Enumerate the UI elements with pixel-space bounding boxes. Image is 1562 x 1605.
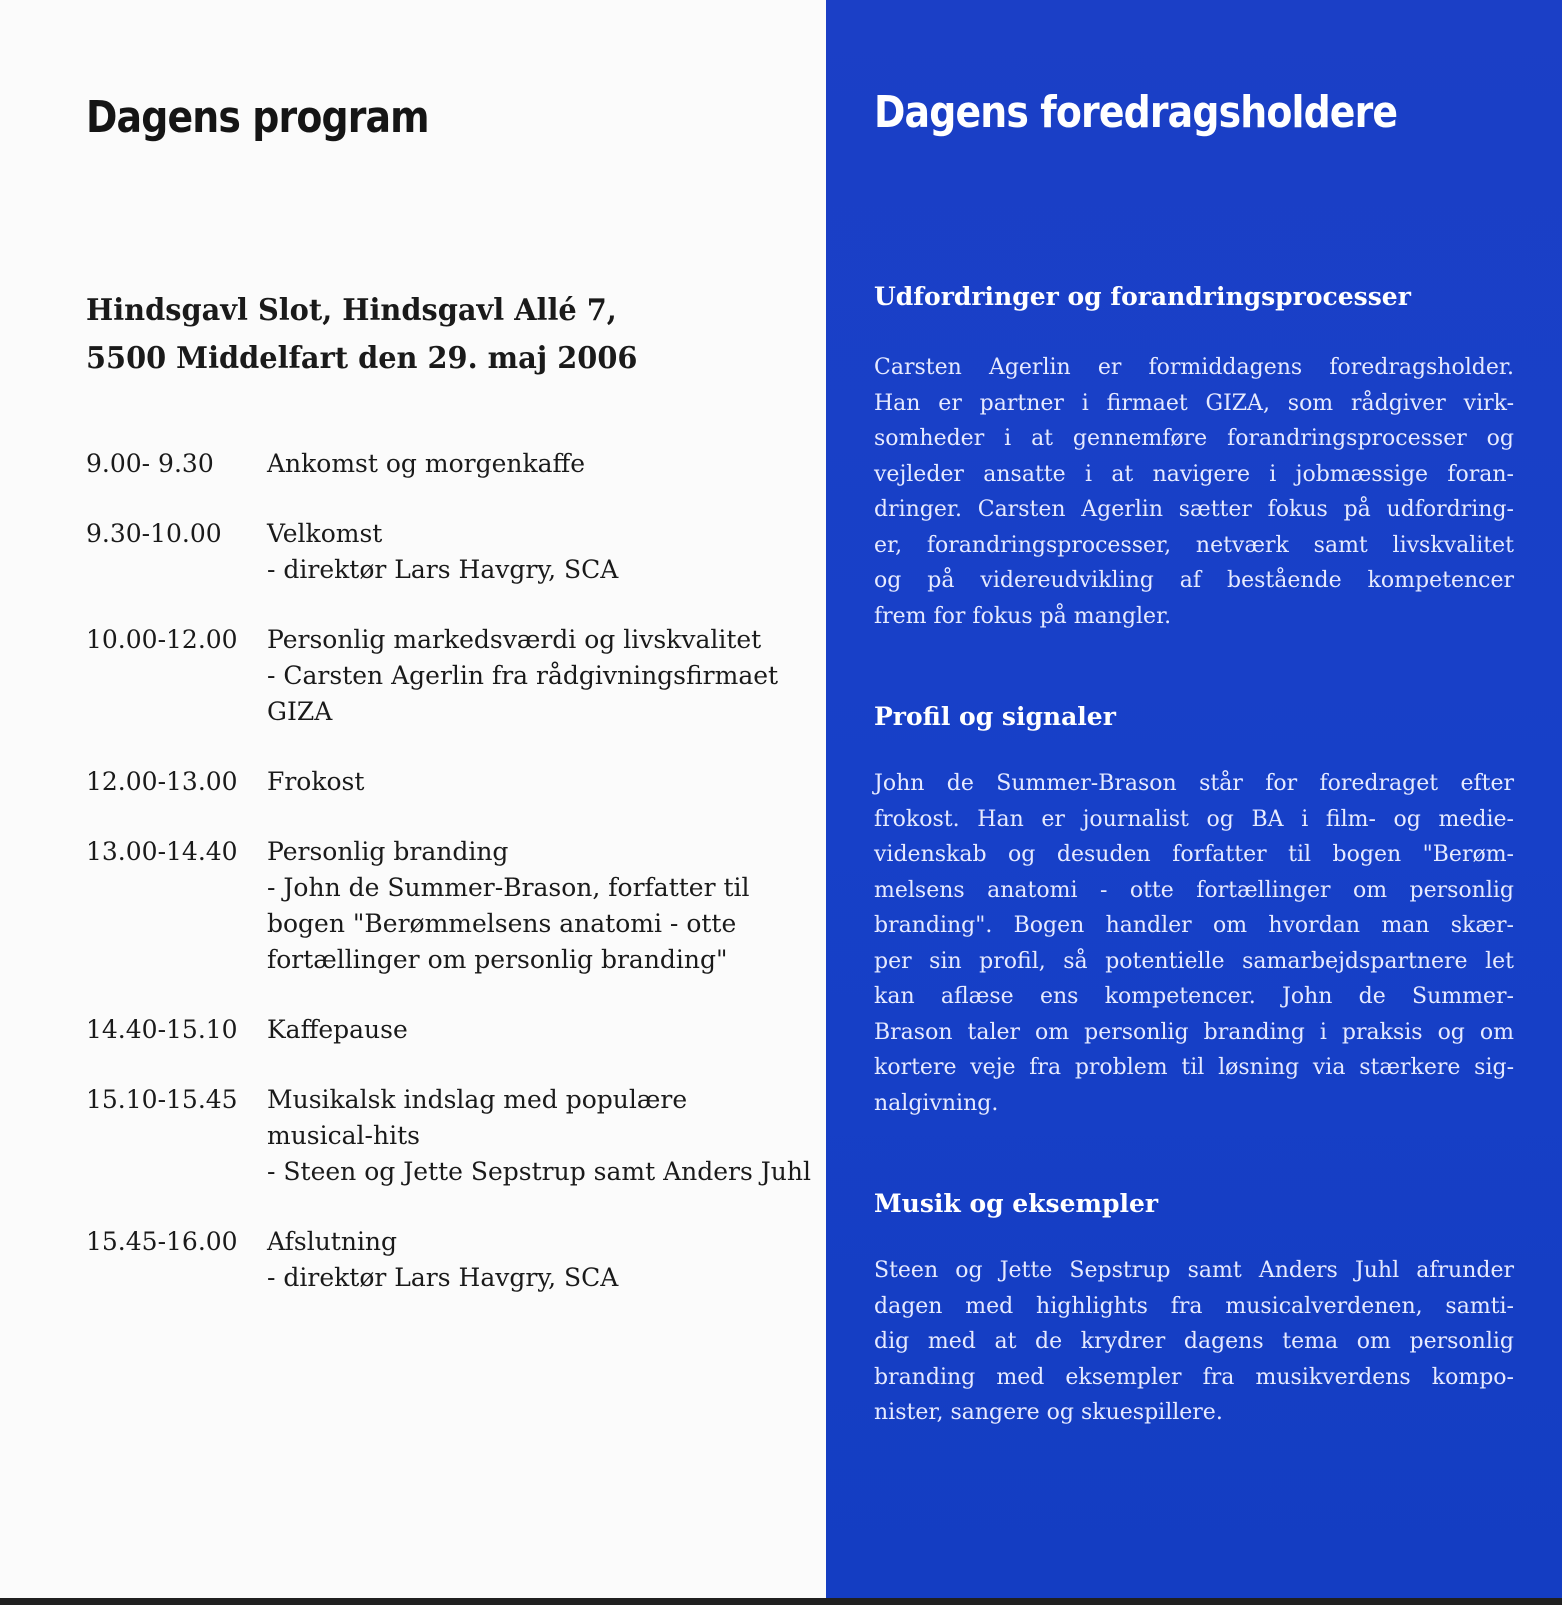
schedule-time: 15.45-16.00 [86, 1227, 238, 1256]
schedule-time: 9.00- 9.30 [86, 449, 214, 478]
schedule-description [267, 446, 816, 482]
schedule-row [86, 622, 816, 730]
schedule-line: Velkomst [267, 519, 383, 548]
schedule-row [86, 1082, 816, 1190]
schedule-description [267, 1224, 816, 1296]
schedule-line: fortællinger om personlig branding" [267, 945, 728, 974]
schedule-row [86, 764, 816, 800]
paragraph-line: melsens anatomi - otte fortællinger om personlig [874, 877, 1514, 903]
schedule-time: 14.40-15.10 [86, 1015, 238, 1044]
schedule-time: 13.00-14.40 [86, 837, 238, 866]
paragraph-line: kan aflæse ens kompetencer. John de Summer- [874, 984, 1514, 1009]
schedule-line: Ankomst og morgenkaffe [267, 449, 586, 478]
paragraph-line: og på videreudvikling af bestående kompetencer [874, 568, 1514, 593]
schedule-line: - John de Summer-Brason, forfatter til [267, 873, 750, 902]
schedule-row [86, 834, 816, 978]
paragraph-line: nister, sangere og skuespillere. [874, 1400, 1223, 1425]
speakers-title: Dagens foredragsholdere [874, 87, 1398, 138]
paragraph-line: John de Summer-Brason står for foredraget efter [874, 771, 1514, 796]
venue-line-2: 5500 Middelfart den 29. maj 2006 [86, 341, 638, 376]
paragraph-line: nalgivning. [874, 1090, 999, 1116]
section-paragraph [874, 350, 1514, 634]
schedule-time: 15.10-15.45 [86, 1085, 238, 1114]
schedule-description [267, 1012, 816, 1048]
schedule-line: - Steen og Jette Sepstrup samt Anders Juhl [267, 1157, 811, 1186]
schedule-line: Personlig branding [267, 837, 509, 866]
paragraph-line: Carsten Agerlin er formiddagens foredragsholder. [874, 355, 1514, 380]
schedule-line: Personlig markedsværdi og livskvalitet [267, 625, 762, 654]
schedule-time: 12.00-13.00 [86, 767, 238, 796]
venue-heading [86, 287, 637, 383]
paragraph-line: videnskab og desuden forfatter til bogen "Berøm- [874, 842, 1514, 867]
schedule-line: GIZA [267, 697, 333, 726]
schedule-description [267, 764, 816, 800]
schedule-time: 10.00-12.00 [86, 625, 238, 654]
venue-line-1: Hindsgavl Slot, Hindsgavl Allé 7, [86, 293, 617, 328]
paragraph-line: vejleder ansatte i at navigere i jobmæssige foran- [874, 461, 1514, 487]
schedule-row [86, 516, 816, 588]
section-heading: Udfordringer og forandringsprocesser [874, 282, 1411, 311]
paragraph-line: per sin profil, så potentielle samarbejdspartnere let [874, 948, 1514, 974]
section-heading: Musik og eksempler [874, 1189, 1159, 1218]
schedule-row [86, 1224, 816, 1296]
schedule-description [267, 622, 816, 730]
paragraph-line: frem for fokus på mangler. [874, 603, 1172, 629]
paragraph-line: branding". Bogen handler om hvordan man skær- [874, 913, 1514, 938]
schedule-time: 9.30-10.00 [86, 519, 222, 548]
paragraph-line: dagen med highlights fra musicalverdenen, samti- [874, 1293, 1514, 1319]
program-title: Dagens program [86, 92, 429, 143]
schedule-description [267, 834, 816, 978]
section-paragraph [874, 766, 1514, 1121]
schedule-line: Musikalsk indslag med populære [267, 1085, 688, 1114]
schedule-line: - Carsten Agerlin fra rådgivningsfirmaet [267, 661, 779, 690]
schedule-line: - direktør Lars Havgry, SCA [267, 555, 619, 584]
paragraph-line: Steen og Jette Sepstrup samt Anders Juhl afrunder [874, 1258, 1514, 1283]
schedule-description [267, 516, 816, 588]
schedule-line: musical-hits [267, 1121, 420, 1150]
paragraph-line: Han er partner i firmaet GIZA, som rådgiver virk- [874, 390, 1514, 416]
schedule-line: bogen "Berømmelsens anatomi - otte [267, 909, 737, 938]
schedule-list [86, 446, 816, 1330]
paragraph-line: er, forandringsprocesser, netværk samt livskvalitet [874, 532, 1514, 558]
paragraph-line: Brason taler om personlig branding i praksis og om [874, 1019, 1514, 1045]
paragraph-line: dringer. Carsten Agerlin sætter fokus på udfordring- [874, 497, 1514, 522]
schedule-line: - direktør Lars Havgry, SCA [267, 1263, 619, 1292]
schedule-row [86, 446, 816, 482]
section-paragraph [874, 1253, 1514, 1431]
schedule-line: Afslutning [267, 1227, 398, 1256]
paragraph-line: branding med eksempler fra musikverdens kompo- [874, 1364, 1514, 1390]
paragraph-line: kortere veje fra problem til løsning via stærkere sig- [874, 1055, 1514, 1080]
paragraph-line: dig med at de krydrer dagens tema om personlig [874, 1329, 1514, 1354]
schedule-description [267, 1082, 816, 1190]
schedule-row [86, 1012, 816, 1048]
paragraph-line: somheder i at gennemføre forandringsprocesser og [874, 426, 1514, 451]
schedule-line: Frokost [267, 767, 365, 796]
schedule-line: Kaffepause [267, 1015, 408, 1044]
paragraph-line: frokost. Han er journalist og BA i film- og medie- [874, 806, 1514, 832]
section-heading: Profil og signaler [874, 702, 1116, 731]
speakers-panel [826, 0, 1562, 1598]
bottom-rule [0, 1598, 1562, 1605]
